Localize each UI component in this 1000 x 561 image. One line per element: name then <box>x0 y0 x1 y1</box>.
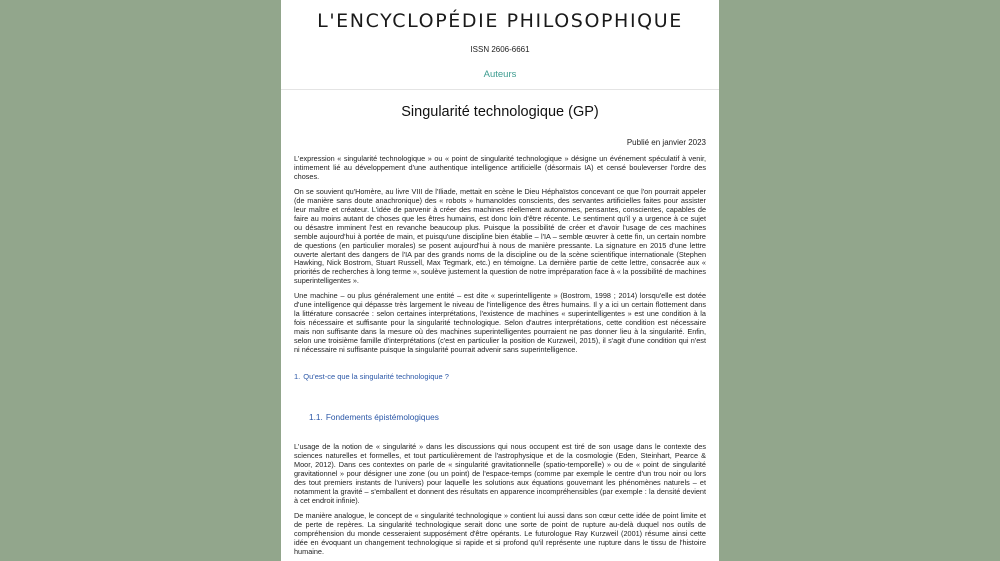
site-header <box>281 0 719 90</box>
subsection-number: 1.1. <box>309 412 323 423</box>
section-link[interactable] <box>294 372 449 381</box>
paragraph: L'usage de la notion de « singularité » dans les discussions qui nous occupent est tiré de son usage dans le contexte des sciences naturelles et formelles, et tout particulièrement de l'astrophysique et de la cosmologie (Eden, Steinhart, Pearce & Moor, 2012). Dans ces contextes on parle de « singularité gravitationnelle (spatio-temporelle) » ou de « point de singularité gravitationnel » pour désigner une zone (ou un point) de l'espace-temps (comme par exemple le centre d'un trou noir ou lors des tout premiers instants de l'univers) pour laquelle les solutions aux équations gouvernant les phénomènes naturels – et notamment la gravité – s'emballent et donnent des résultats en apparence incompréhensibles (par exemple : la densité devient à cet endroit infinie). <box>294 442 706 505</box>
paragraph: L'expression « singularité technologique » ou « point de singularité technologique » désigne un événement spéculatif à venir, intimement lié au développement d'une authentique intelligence artificielle (désormais IA) et censé bouleverser l'ordre des choses. <box>294 154 706 181</box>
section-title: Qu'est-ce que la singularité technologique ? <box>303 372 449 382</box>
article-body <box>281 104 719 556</box>
page-container <box>281 0 719 561</box>
subsection-link[interactable] <box>309 412 439 422</box>
section-heading <box>294 372 706 381</box>
site-title[interactable]: L'ENCYCLOPÉDIE PHILOSOPHIQUE <box>317 10 683 32</box>
nav-authors-link[interactable]: Auteurs <box>483 69 517 80</box>
subsection-heading <box>309 412 706 422</box>
paragraph: De manière analogue, le concept de « singularité technologique » contient lui aussi dans son cœur cette idée de point limite et de perte de repères. La singularité technologique serait donc une sorte de point de rupture au-delà duquel nos outils de compréhension du monde cesseraient supposément d'être opérants. Le futurologue Ray Kurzweil (2001) résume ainsi cette idée en évoquant un changement technologique si rapide et si profond qu'il représente une rupture dans le tissu de l'histoire humaine. <box>294 510 706 556</box>
section-number: 1. <box>294 372 301 382</box>
publication-date: Publié en janvier 2023 <box>626 138 706 147</box>
subsection-title: Fondements épistémologiques <box>325 412 439 423</box>
paragraph: On se souvient qu'Homère, au livre VIII de l'Iliade, mettait en scène le Dieu Héphaïstos concevant ce que l'on pourrait appeler (de manière sans doute anachronique) des « robots » humanoïdes conscients, des servantes artificielles faites pour assister leur maître et créateur. L'idée de parvenir à créer des machines réellement autonomes, pensantes, conscientes, capables de faire au moins autant de choses que les êtres humains, est donc loin d'être récente. Le sentiment qu'il y a urgence à ce sujet ou désastre imminent l'est en revanche beaucoup plus. Puisque la possibilité de créer et d'avoir l'usage de ces machines semble aujourd'hui à portée de main, et puisqu'une discipline bien établie – l'IA – semble œuvrer à cette fin, un certain nombre de questions (en particulier morales) se posent aujourd'hui à nous de manière pressante. La signature en 2015 d'une lettre ouverte alertant des dangers de l'IA par des grands noms de la discipline ou de la scène scientifique internationale (Stephen Hawking, Nick Bostrom, Stuart Russell, Max Tegmark, etc.) en témoigne. La dernière partie de cette lettre, consacrée aux « priorités de recherches à long terme », soulève justement la question de notre impréparation face à « la possibilité de machines superintelligentes ». <box>294 186 706 286</box>
paragraph: Une machine – ou plus généralement une entité – est dite « superintelligente » (Bostrom, 1998 ; 2014) lorsqu'elle est dotée d'une intelligence qui dépasse très largement le niveau de l'intelligence des êtres humains. Il y a ici un certain flottement dans la littérature consacrée : selon certaines interprétations, l'existence de machines « superintelligentes » est une condition à la fois nécessaire et suffisante pour la singularité technologique. Selon d'autres interprétations, cette condition est nécessaire mais non suffisante dans la mesure où des machines superintelligentes pourraient ne pas donner lieu à la singularité. Enfin, selon une troisième famille d'interprétations (c'est en particulier la position de Kurzweil, 2015), il s'agit d'une condition qui n'est ni nécessaire ni suffisante puisque la singularité pourrait advenir sans superintelligence. <box>294 291 706 355</box>
issn-number: ISSN 2606-6661 <box>470 45 530 54</box>
article-title: Singularité technologique (GP) <box>401 104 599 120</box>
